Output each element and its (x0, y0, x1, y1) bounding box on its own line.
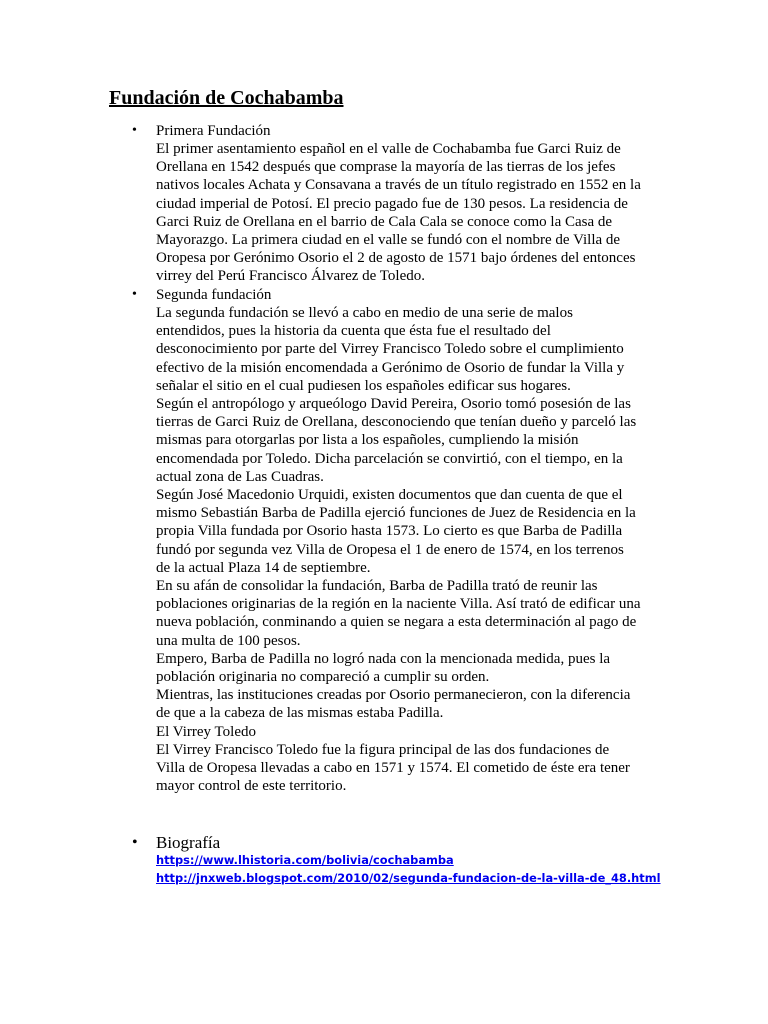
bibliography-link-jnxweb[interactable]: http://jnxweb.blogspot.com/2010/02/segunda-fundacion-de-la-villa-de_48.html (156, 871, 661, 885)
bullet-biografia: • (132, 834, 138, 851)
bullet-segunda: • (132, 287, 137, 302)
bibliography-link-lhistoria[interactable]: https://www.lhistoria.com/bolivia/cochabamba (156, 853, 454, 867)
page-title: Fundación de Cochabamba (109, 87, 344, 109)
section-heading-primera-fundacion: Primera Fundación (156, 123, 271, 139)
bibliography-heading: Biografía (156, 833, 221, 852)
section-heading-segunda-fundacion: Segunda fundación (156, 287, 272, 303)
section-body-segunda-fundacion: La segunda fundación se llevó a cabo en medio de una serie de malos entendidos, pues la historia da cuenta que ésta fue el resultado del desconocimiento por parte del Virrey Francisco Toledo sobre el cumplimiento efectivo de la misión encomendada a Gerónimo de Osorio de fundar la Villa y señalar el sitio en el cual pudiesen los españoles edificar sus hogares. Según el antropólogo y arqueólogo David Pereira, Osorio tomó posesión de las tierras de Garci Ruiz de Orellana, desconociendo que tenían dueño y parceló las mismas para otorgarlas por lista a los españoles, cumpliendo la misión encomendada por Toledo. Dicha parcelación se convirtió, con el tiempo, en la actual zona de Las Cuadras. Según José Macedonio Urquidi, existen documentos que dan cuenta de que el mismo Sebastián Barba de Padilla ejerció funciones de Juez de Residencia en la propia Villa fundada por Osorio hasta 1573. Lo cierto es que Barba de Padilla fundó por segunda vez Villa de Oropesa el 1 de enero de 1574, en los terrenos de la actual Plaza 14 de septiembre. En su afán de consolidar la fundación, Barba de Padilla trató de reunir las poblaciones originarias de la región en la naciente Villa. Así trató de edificar una nueva población, conminando a quien se negara a esta determinación al pago de una multa de 100 pesos. Empero, Barba de Padilla no logró nada con la mencionada medida, pues la población originaria no compareció a cumplir su orden. Mientras, las instituciones creadas por Osorio permanecieron, con la diferencia de que a la cabeza de las mismas estaba Padilla. El Virrey Toledo El Virrey Francisco Toledo fue la figura principal de las dos fundaciones de Villa de Oropesa llevadas a cabo en 1571 y 1574. El cometido de éste era tener mayor control de este territorio. (156, 305, 641, 795)
section-body-primera-fundacion: El primer asentamiento español en el valle de Cochabamba fue Garci Ruiz de Orellana en 1542 después que comprase la mayoría de las tierras de los jefes nativos locales Achata y Consavana a través de un título registrado en 1552 en la ciudad imperial de Potosí. El precio pagado fue de 130 pesos. La residencia de Garci Ruiz de Orellana en el barrio de Cala Cala se conoce como la Casa de Mayorazgo. La primera ciudad en el valle se fundó con el nombre de Villa de Oropesa por Gerónimo Osorio el 2 de agosto de 1571 bajo órdenes del entonces virrey del Perú Francisco Álvarez de Toledo. (156, 141, 641, 285)
bullet-primera: • (132, 123, 137, 138)
